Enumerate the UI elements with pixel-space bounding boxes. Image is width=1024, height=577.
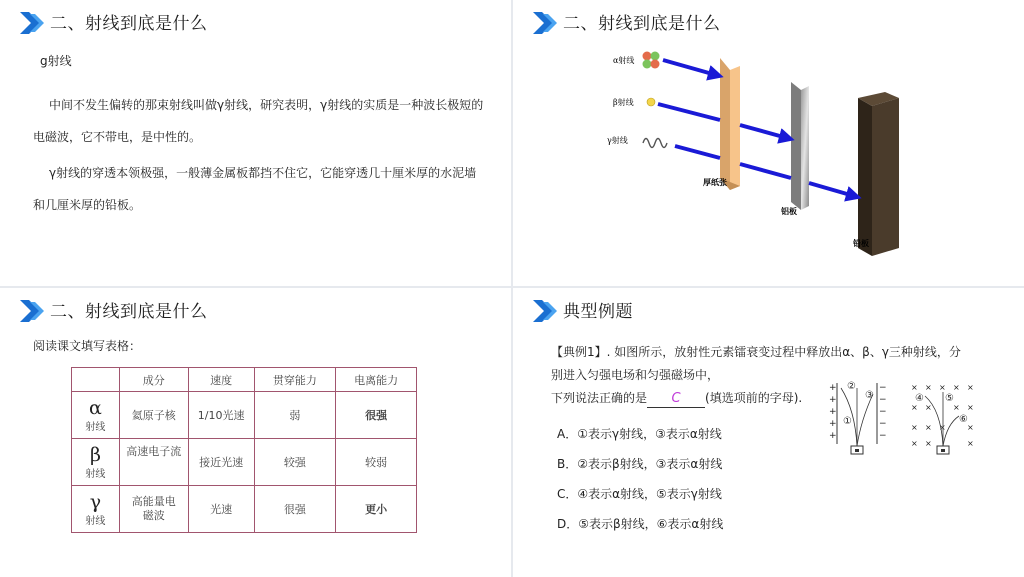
gamma-ray-label: γ射线 bbox=[607, 136, 628, 145]
svg-text:×: × bbox=[953, 383, 960, 392]
question-line-3: 下列说法正确的是 C (填选项前的字母). bbox=[551, 391, 803, 406]
composition-cell: 高能量电磁波 bbox=[119, 486, 188, 533]
svg-text:×: × bbox=[939, 423, 946, 432]
penetration-cell: 较强 bbox=[254, 439, 336, 486]
ray-name-cell: γ 射线 bbox=[72, 486, 120, 533]
composition-cell: 氦原子核 bbox=[119, 392, 188, 439]
beta-ray-arrow bbox=[740, 125, 787, 138]
table-header-cell bbox=[72, 368, 120, 392]
svg-text:×: × bbox=[911, 403, 918, 412]
slide-title: 二、射线到底是什么 bbox=[50, 302, 208, 322]
beta-ray-label: β射线 bbox=[613, 98, 634, 107]
svg-text:+: + bbox=[829, 407, 837, 417]
table-row bbox=[72, 486, 417, 533]
ionization-cell: 更小 bbox=[336, 486, 417, 533]
option-a[interactable]: A．①表示γ射线，③表示α射线 bbox=[557, 427, 722, 441]
ray-label-2: ② bbox=[847, 381, 856, 392]
alpha-ray-arrow bbox=[663, 60, 716, 75]
slide-title: 二、射线到底是什么 bbox=[50, 14, 208, 34]
composition-cell: 高速电子流 bbox=[119, 439, 188, 486]
penetration-cell: 弱 bbox=[254, 392, 336, 439]
slide-title: 典型例题 bbox=[563, 302, 633, 322]
ray-name-cell: α 射线 bbox=[72, 392, 120, 439]
ray-label-4: ④ bbox=[915, 393, 924, 404]
magnetic-field-diagram bbox=[911, 383, 974, 454]
svg-text:−: − bbox=[879, 383, 887, 393]
greek-symbol: β bbox=[89, 443, 101, 466]
ionization-cell: 很强 bbox=[336, 392, 417, 439]
ray-label-6: ⑥ bbox=[959, 414, 968, 425]
speed-cell: 1/10光速 bbox=[188, 392, 254, 439]
svg-text:−: − bbox=[879, 419, 887, 429]
aluminum-label: 铝板 bbox=[781, 206, 797, 216]
svg-text:×: × bbox=[967, 383, 974, 392]
svg-text:×: × bbox=[925, 439, 932, 448]
gamma-wave-icon bbox=[643, 139, 667, 148]
svg-text:×: × bbox=[911, 383, 918, 392]
alpha-ray-label: α射线 bbox=[613, 56, 635, 65]
ray-label-3: ③ bbox=[865, 390, 874, 401]
alpha-particle-icon bbox=[643, 52, 660, 69]
field-diagram bbox=[825, 380, 985, 462]
speed-cell: 光速 bbox=[188, 486, 254, 533]
table-header-row bbox=[72, 368, 417, 392]
svg-text:−: − bbox=[879, 431, 887, 441]
paper-plate bbox=[720, 58, 730, 190]
svg-text:+: + bbox=[829, 395, 837, 405]
chevron-right-icon bbox=[533, 10, 559, 36]
svg-text:×: × bbox=[911, 439, 918, 448]
answer-text: C bbox=[671, 391, 681, 406]
ray-name-cell: β 射线 bbox=[72, 439, 120, 486]
ray-label-1: ① bbox=[843, 416, 852, 427]
speed-cell: 接近光速 bbox=[188, 439, 254, 486]
slide-4[interactable] bbox=[513, 288, 1024, 577]
ionization-cell: 较弱 bbox=[336, 439, 417, 486]
instruction: 阅读课文填写表格： bbox=[33, 339, 142, 353]
table-row bbox=[72, 392, 417, 439]
greek-symbol: α bbox=[89, 396, 102, 419]
svg-text:×: × bbox=[911, 423, 918, 432]
table-row bbox=[72, 439, 417, 486]
question-line-1: 【典例1】. 如图所示，放射性元素镭衰变过程中释放出α、β、γ三种射线，分 bbox=[551, 345, 961, 359]
penetration-diagram bbox=[593, 40, 913, 270]
svg-text:×: × bbox=[925, 403, 932, 412]
subtitle: g射线 bbox=[40, 54, 72, 68]
slide-1[interactable] bbox=[0, 0, 511, 286]
svg-text:+: + bbox=[829, 431, 837, 441]
question-line-2: 别进入匀强电场和匀强磁场中， bbox=[551, 368, 720, 382]
paragraph-1: 中间不发生偏转的那束射线叫做γ射线，研究表明，γ射线的实质是一种波长极短的电磁波，它不带电，是中性的。 bbox=[33, 98, 484, 144]
svg-text:−: − bbox=[879, 407, 887, 417]
lead-plate bbox=[858, 98, 872, 256]
paper-label: 厚纸张 bbox=[703, 177, 727, 187]
chevron-right-icon bbox=[20, 10, 46, 36]
svg-text:×: × bbox=[967, 403, 974, 412]
answer-blank[interactable] bbox=[647, 390, 705, 408]
svg-text:−: − bbox=[879, 395, 887, 405]
option-c[interactable]: C．④表示α射线，⑤表示γ射线 bbox=[557, 487, 722, 501]
chevron-right-icon bbox=[533, 298, 559, 324]
option-d[interactable]: D．⑤表示β射线，⑥表示α射线 bbox=[557, 517, 724, 531]
table-header-cell: 成分 bbox=[119, 368, 188, 392]
greek-symbol: γ bbox=[89, 490, 102, 513]
electric-field-diagram bbox=[829, 381, 887, 454]
table-header-cell: 贯穿能力 bbox=[254, 368, 336, 392]
beta-particle-icon bbox=[647, 98, 655, 106]
ray-properties-table bbox=[71, 367, 417, 533]
svg-text:+: + bbox=[829, 419, 837, 429]
slide-2[interactable] bbox=[513, 0, 1024, 286]
paragraph-2: γ射线的穿透本领极强，一般薄金属板都挡不住它，它能穿透几十厘米厚的水泥墙和几厘米厚的铅板。 bbox=[33, 166, 477, 212]
table-header-cell: 速度 bbox=[188, 368, 254, 392]
svg-text:×: × bbox=[925, 383, 932, 392]
penetration-cell: 很强 bbox=[254, 486, 336, 533]
svg-text:×: × bbox=[939, 383, 946, 392]
lead-label: 铅板 bbox=[853, 238, 869, 248]
ray-label-5: ⑤ bbox=[945, 393, 954, 404]
table-header-cell: 电离能力 bbox=[336, 368, 417, 392]
svg-text:×: × bbox=[925, 423, 932, 432]
option-b[interactable]: B．②表示β射线，③表示α射线 bbox=[557, 457, 723, 471]
slide-title: 二、射线到底是什么 bbox=[563, 14, 721, 34]
gamma-ray-arrow bbox=[809, 183, 854, 196]
aluminum-plate bbox=[791, 82, 801, 210]
svg-text:+: + bbox=[829, 383, 837, 393]
svg-text:×: × bbox=[967, 439, 974, 448]
chevron-right-icon bbox=[20, 298, 46, 324]
svg-text:×: × bbox=[953, 403, 960, 412]
slide-3[interactable] bbox=[0, 288, 511, 577]
svg-text:×: × bbox=[967, 423, 974, 432]
